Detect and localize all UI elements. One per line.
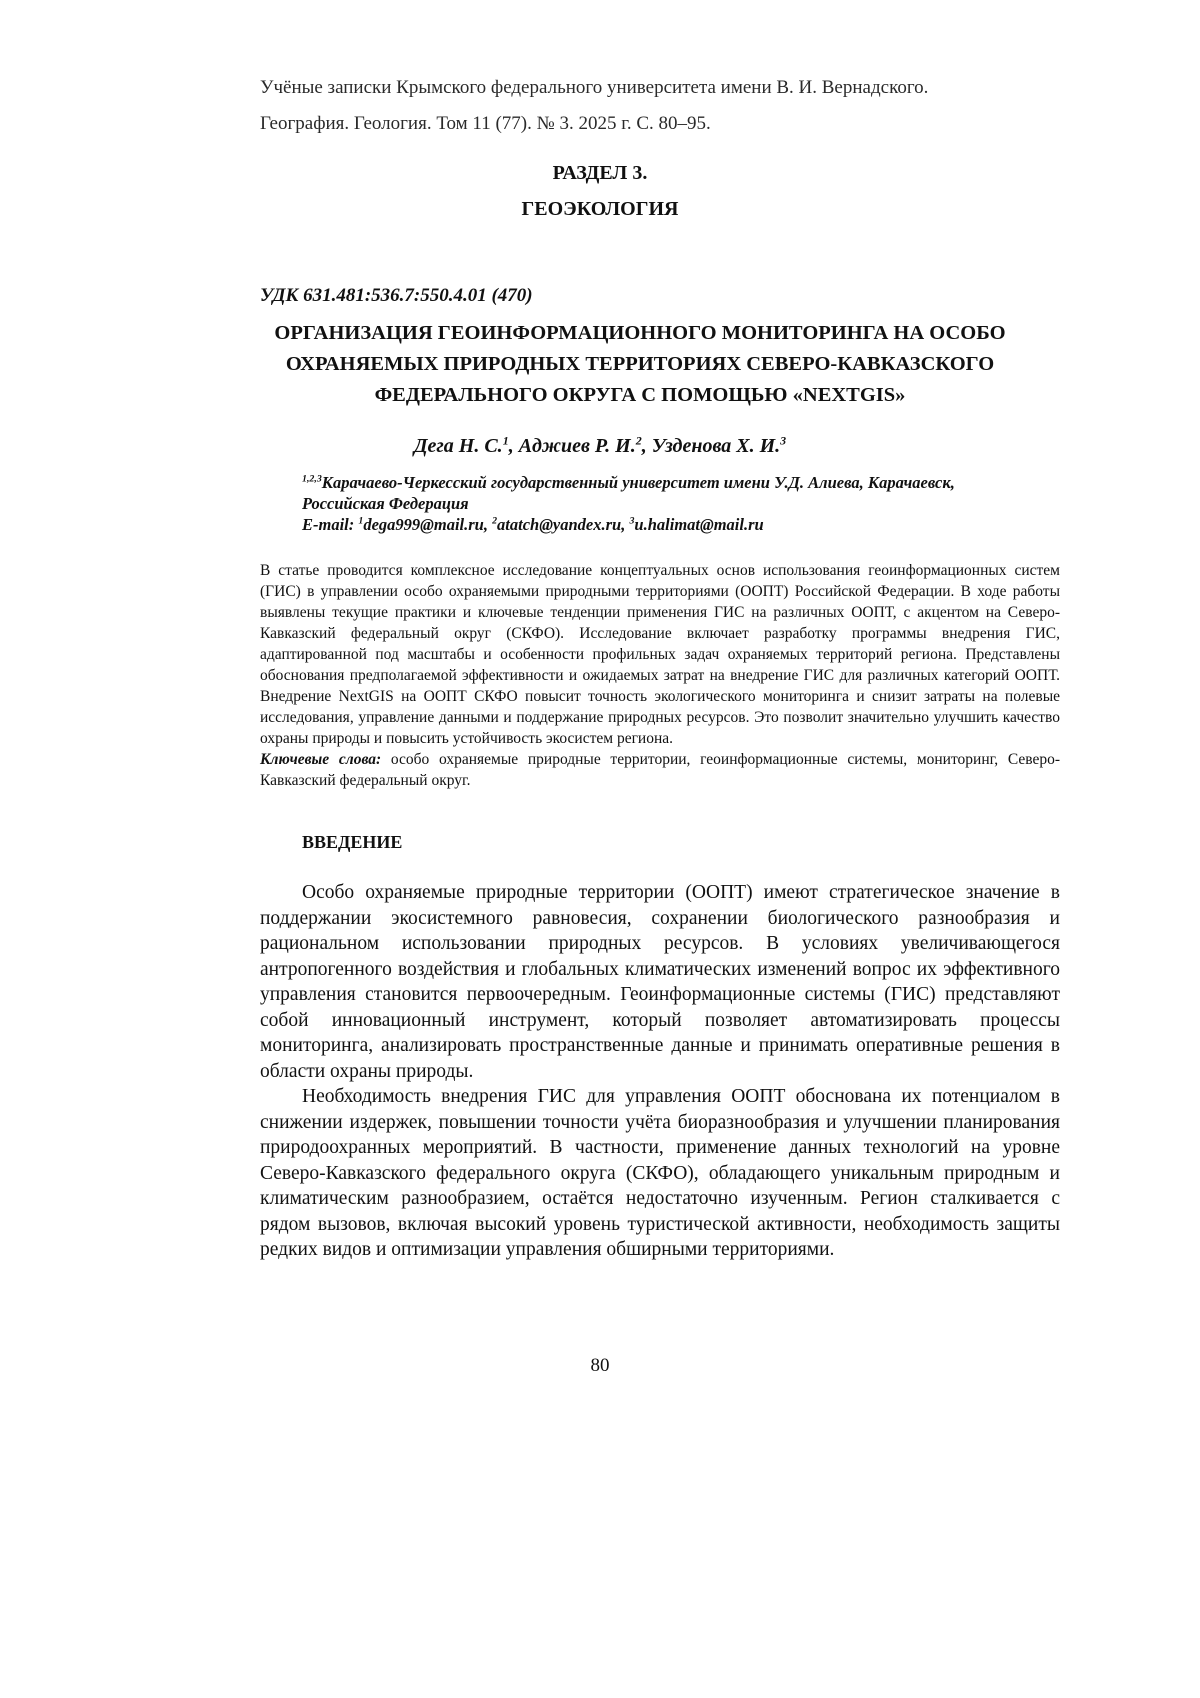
keywords xyxy=(260,749,1060,791)
intro-body xyxy=(260,880,1060,1263)
author-sup: 1 xyxy=(503,433,509,447)
author-name: Узденова Х. И. xyxy=(652,435,780,457)
section-number: РАЗДЕЛ 3. xyxy=(0,160,1200,186)
email-separator: , xyxy=(621,515,629,534)
affiliation-text: Карачаево-Черкесский государственный университет имени У.Д. Алиева, Карачаевск, xyxy=(322,473,955,492)
title-line: ФЕДЕРАЛЬНОГО ОКРУГА С ПОМОЩЬЮ «NEXTGIS» xyxy=(240,380,1040,411)
email-link[interactable]: u.halimat@mail.ru xyxy=(634,515,763,534)
keywords-label: Ключевые слова: xyxy=(260,751,381,768)
page-number: 80 xyxy=(0,1355,1200,1377)
affiliation-block xyxy=(302,472,1062,535)
intro-paragraph: Особо охраняемые природные территории (ООПТ) имеют стратегическое значение в поддержании экосистемного равновесия, сохранении биологического разнообразия и рациональном использовании природных ресурсов. В условиях увеличивающегося антропогенного воздействия и глобальных климатических изменений вопрос их эффективного управления становится первоочередным. Геоинформационные системы (ГИС) представляют собой инновационный инструмент, который позволяет автоматизировать процессы мониторинга, анализировать пространственные данные и принимать оперативные решения в области охраны природы. xyxy=(260,880,1060,1084)
affiliation-sup: 1,2,3 xyxy=(302,474,322,485)
journal-page xyxy=(0,0,1200,1698)
author-sup: 2 xyxy=(636,433,642,447)
author-list xyxy=(0,435,1200,458)
email-label: E-mail: xyxy=(302,515,358,534)
keywords-text: особо охраняемые природные территории, геоинформационные системы, мониторинг, Северо-Кавказский федеральный округ. xyxy=(260,751,1060,789)
affiliation-line-2: Российская Федерация xyxy=(302,493,1062,514)
email-sup: 3 xyxy=(629,516,634,527)
intro-heading: ВВЕДЕНИЕ xyxy=(302,832,402,853)
journal-header-line-1: Учёные записки Крымского федерального университета имени В. И. Вернадского. xyxy=(260,76,1060,100)
email-line xyxy=(302,514,1062,535)
abstract-block xyxy=(260,560,1060,791)
abstract-text: В статье проводится комплексное исследование концептуальных основ использования геоинформационных систем (ГИС) в управлении особо охраняемыми природными территориями (ООПТ) Российской Федерации. В ходе работы выявлены текущие практики и ключевые тенденции применения ГИС на различных ООПТ, с акцентом на Северо-Кавказский федеральный округ (СКФО). Исследование включает разработку программы внедрения ГИС, адаптированной под масштабы и особенности профильных задач охраняемых территорий региона. Представлены обоснования предполагаемой эффективности и ожидаемых затрат на внедрение ГИС для различных категорий ООПТ. Внедрение NextGIS на ООПТ СКФО повысит точность экологического мониторинга и снизит затраты на полевые исследования, управление данными и поддержание природных ресурсов. Это позволит значительно улучшить качество охраны природы и повысить устойчивость экосистем региона. xyxy=(260,560,1060,749)
author-sup: 3 xyxy=(780,433,786,447)
email-separator: , xyxy=(484,515,492,534)
email-link[interactable]: dega999@mail.ru xyxy=(363,515,484,534)
author-separator: , xyxy=(642,435,652,457)
title-line: ОРГАНИЗАЦИЯ ГЕОИНФОРМАЦИОННОГО МОНИТОРИНГА НА ОСОБО xyxy=(240,318,1040,349)
article-title xyxy=(240,318,1040,411)
email-link[interactable]: atatch@yandex.ru xyxy=(497,515,621,534)
section-name: ГЕОЭКОЛОГИЯ xyxy=(0,196,1200,222)
email-sup: 1 xyxy=(358,516,363,527)
author-name: Дега Н. С. xyxy=(414,435,503,457)
author-separator: , xyxy=(509,435,519,457)
intro-paragraph: Необходимость внедрения ГИС для управления ООПТ обоснована их потенциалом в снижении издержек, повышении точности учёта биоразнообразия и улучшении планирования природоохранных мероприятий. В частности, применение данных технологий на уровне Северо-Кавказского федерального округа (СКФО), обладающего уникальным природным и климатическим разнообразием, остаётся недостаточно изученным. Регион сталкивается с рядом вызовов, включая высокий уровень туристической активности, необходимость защиты редких видов и оптимизации управления обширными территориями. xyxy=(260,1084,1060,1263)
author-name: Аджиев Р. И. xyxy=(519,435,636,457)
journal-header-line-2: География. Геология. Том 11 (77). № 3. 2025 г. С. 80–95. xyxy=(260,112,1060,136)
udk-code: УДК 631.481:536.7:550.4.01 (470) xyxy=(260,285,533,307)
email-sup: 2 xyxy=(492,516,497,527)
affiliation-line-1 xyxy=(302,472,1062,493)
title-line: ОХРАНЯЕМЫХ ПРИРОДНЫХ ТЕРРИТОРИЯХ СЕВЕРО-КАВКАЗСКОГО xyxy=(240,349,1040,380)
